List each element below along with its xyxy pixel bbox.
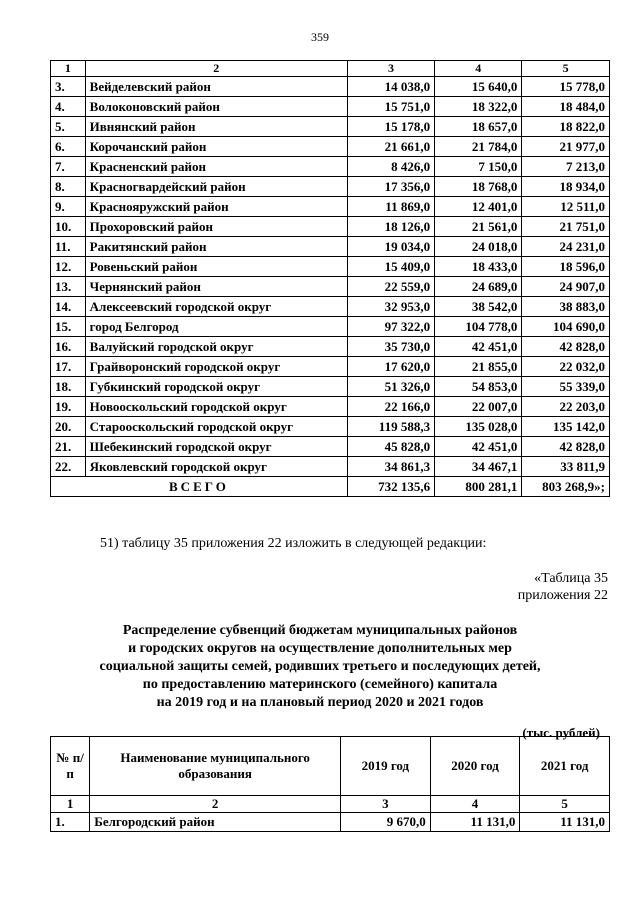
table-row: [51, 217, 610, 237]
municipality-name: Яковлевский городской округ: [85, 457, 347, 477]
municipality-name: Белгородский район: [90, 813, 341, 832]
row-number: 4.: [51, 97, 86, 117]
municipality-name: Шебекинский городской округ: [85, 437, 347, 457]
table-row: [51, 157, 610, 177]
title-line: по предоставлению материнского (семейного) капитала: [142, 677, 498, 692]
col-number: 3: [347, 61, 434, 77]
col-number: 5: [522, 61, 610, 77]
col-number: 3: [341, 796, 431, 813]
page-number: 359: [311, 30, 329, 44]
value-2020: 18 657,0: [435, 117, 522, 137]
table-row: [51, 177, 610, 197]
value-2020: 22 007,0: [435, 397, 522, 417]
header-name: Наименование муниципального образования: [90, 737, 341, 796]
municipality-name: Губкинский городской округ: [85, 377, 347, 397]
municipality-name: Ракитянский район: [85, 237, 347, 257]
value-2019: 35 730,0: [347, 337, 434, 357]
row-number: 19.: [51, 397, 86, 417]
value-2020: 21 561,0: [435, 217, 522, 237]
value-2019: 15 751,0: [347, 97, 434, 117]
value-2021: 15 778,0: [522, 77, 610, 97]
amendment-paragraph: 51) таблицу 35 приложения 22 изложить в следующей редакции:: [100, 536, 487, 551]
value-2021: 22 203,0: [522, 397, 610, 417]
row-number: 15.: [51, 317, 86, 337]
row-number: 7.: [51, 157, 86, 177]
row-number: 18.: [51, 377, 86, 397]
header-num: № п/п: [51, 737, 90, 796]
value-2019: 14 038,0: [347, 77, 434, 97]
col-number: 1: [51, 61, 86, 77]
value-2019: 17 620,0: [347, 357, 434, 377]
municipality-name: Красненский район: [85, 157, 347, 177]
title-line: Распределение субвенций бюджетам муниципальных районов: [122, 623, 518, 638]
row-number: 13.: [51, 277, 86, 297]
col-number: 5: [520, 796, 610, 813]
value-2020: 21 855,0: [435, 357, 522, 377]
value-2020: 15 640,0: [435, 77, 522, 97]
value-2021: 21 751,0: [522, 217, 610, 237]
value-2020: 12 401,0: [435, 197, 522, 217]
municipality-name: Валуйский городской округ: [85, 337, 347, 357]
col-number: 2: [85, 61, 347, 77]
row-number: 21.: [51, 437, 86, 457]
col-number: 1: [51, 796, 90, 813]
table-row: [51, 97, 610, 117]
row-number: 3.: [51, 77, 86, 97]
value-2019: 18 126,0: [347, 217, 434, 237]
value-2020: 18 768,0: [435, 177, 522, 197]
value-2019: 34 861,3: [347, 457, 434, 477]
value-2019: 22 559,0: [347, 277, 434, 297]
title-line: социальной защиты семей, родивших третьего и последующих детей,: [99, 659, 541, 674]
value-2021: 18 934,0: [522, 177, 610, 197]
col-number: 2: [90, 796, 341, 813]
table-reference-line: «Таблица 35: [534, 571, 608, 586]
value-2021: 42 828,0: [522, 337, 610, 357]
value-2021: 135 142,0: [522, 417, 610, 437]
table-header-row: [51, 737, 610, 796]
value-2019: 15 409,0: [347, 257, 434, 277]
value-2019: 21 661,0: [347, 137, 434, 157]
row-number: 16.: [51, 337, 86, 357]
value-2021: 55 339,0: [522, 377, 610, 397]
title-line: и городских округов на осуществление дополнительных мер: [128, 641, 512, 656]
table-row: [51, 137, 610, 157]
municipality-name: Краснояружский район: [85, 197, 347, 217]
row-number: 17.: [51, 357, 86, 377]
table-row: [51, 197, 610, 217]
value-2021: 18 822,0: [522, 117, 610, 137]
col-number: 4: [430, 796, 520, 813]
table-row: [51, 397, 610, 417]
municipality-name: Вейделевский район: [85, 77, 347, 97]
value-2020: 42 451,0: [435, 337, 522, 357]
total-2021: 803 268,9»;: [522, 477, 610, 497]
municipality-name: Прохоровский район: [85, 217, 347, 237]
municipality-name: Новооскольский городской округ: [85, 397, 347, 417]
value-2021: 33 811,9: [522, 457, 610, 477]
value-2019: 9 670,0: [341, 813, 431, 832]
municipality-name: Ровеньский район: [85, 257, 347, 277]
header-2019: 2019 год: [341, 737, 431, 796]
value-2021: 38 883,0: [522, 297, 610, 317]
table-row: [51, 337, 610, 357]
value-2020: 21 784,0: [435, 137, 522, 157]
row-number: 1.: [51, 813, 90, 832]
value-2021: 11 131,0: [520, 813, 610, 832]
value-2021: 7 213,0: [522, 157, 610, 177]
value-2019: 11 869,0: [347, 197, 434, 217]
total-2020: 800 281,1: [435, 477, 522, 497]
row-number: 11.: [51, 237, 86, 257]
table-title: [0, 622, 640, 712]
table-row: [51, 437, 610, 457]
value-2021: 24 907,0: [522, 277, 610, 297]
value-2020: 38 542,0: [435, 297, 522, 317]
total-label: ВСЕГО: [51, 477, 348, 497]
table-row: [51, 417, 610, 437]
value-2020: 18 322,0: [435, 97, 522, 117]
table-row: [51, 257, 610, 277]
header-2021: 2021 год: [520, 737, 610, 796]
municipality-name: Чернянский район: [85, 277, 347, 297]
value-2019: 51 326,0: [347, 377, 434, 397]
value-2020: 54 853,0: [435, 377, 522, 397]
table-reference-line: приложения 22: [517, 588, 608, 603]
table-row: [51, 813, 610, 832]
row-number: 9.: [51, 197, 86, 217]
municipality-name: Алексеевский городской округ: [85, 297, 347, 317]
value-2019: 22 166,0: [347, 397, 434, 417]
total-row: [51, 477, 610, 497]
table-column-numbers: [51, 796, 610, 813]
subsidy-table-continued: [50, 60, 610, 497]
municipality-name: город Белгород: [85, 317, 347, 337]
row-number: 14.: [51, 297, 86, 317]
row-number: 6.: [51, 137, 86, 157]
municipality-name: Старооскольский городской округ: [85, 417, 347, 437]
row-number: 10.: [51, 217, 86, 237]
value-2020: 11 131,0: [430, 813, 520, 832]
municipality-name: Ивнянский район: [85, 117, 347, 137]
row-number: 20.: [51, 417, 86, 437]
value-2019: 119 588,3: [347, 417, 434, 437]
value-2021: 22 032,0: [522, 357, 610, 377]
table-row: [51, 457, 610, 477]
row-number: 8.: [51, 177, 86, 197]
maternity-capital-table: [50, 736, 610, 832]
value-2021: 42 828,0: [522, 437, 610, 457]
table-row: [51, 297, 610, 317]
header-2020: 2020 год: [430, 737, 520, 796]
value-2019: 19 034,0: [347, 237, 434, 257]
row-number: 5.: [51, 117, 86, 137]
value-2020: 42 451,0: [435, 437, 522, 457]
table-row: [51, 77, 610, 97]
table-row: [51, 377, 610, 397]
value-2019: 17 356,0: [347, 177, 434, 197]
value-2019: 8 426,0: [347, 157, 434, 177]
row-number: 22.: [51, 457, 86, 477]
table-row: [51, 117, 610, 137]
table-column-numbers: [51, 61, 610, 77]
municipality-name: Грайворонский городской округ: [85, 357, 347, 377]
col-number: 4: [435, 61, 522, 77]
table-row: [51, 237, 610, 257]
municipality-name: Корочанский район: [85, 137, 347, 157]
value-2020: 104 778,0: [435, 317, 522, 337]
value-2019: 15 178,0: [347, 117, 434, 137]
value-2019: 45 828,0: [347, 437, 434, 457]
value-2021: 18 484,0: [522, 97, 610, 117]
value-2020: 135 028,0: [435, 417, 522, 437]
value-2021: 18 596,0: [522, 257, 610, 277]
value-2021: 104 690,0: [522, 317, 610, 337]
value-2020: 18 433,0: [435, 257, 522, 277]
table-row: [51, 277, 610, 297]
value-2019: 97 322,0: [347, 317, 434, 337]
municipality-name: Волоконовский район: [85, 97, 347, 117]
value-2020: 34 467,1: [435, 457, 522, 477]
value-2021: 21 977,0: [522, 137, 610, 157]
value-2020: 24 689,0: [435, 277, 522, 297]
title-line: на 2019 год и на плановый период 2020 и 2021 годов: [156, 695, 484, 710]
row-number: 12.: [51, 257, 86, 277]
value-2020: 24 018,0: [435, 237, 522, 257]
value-2021: 12 511,0: [522, 197, 610, 217]
table-row: [51, 357, 610, 377]
total-2019: 732 135,6: [347, 477, 434, 497]
value-2019: 32 953,0: [347, 297, 434, 317]
value-2020: 7 150,0: [435, 157, 522, 177]
table-row: [51, 317, 610, 337]
municipality-name: Красногвардейский район: [85, 177, 347, 197]
value-2021: 24 231,0: [522, 237, 610, 257]
units-label: (тыс. рублей): [522, 725, 600, 740]
table-reference: [518, 570, 608, 604]
